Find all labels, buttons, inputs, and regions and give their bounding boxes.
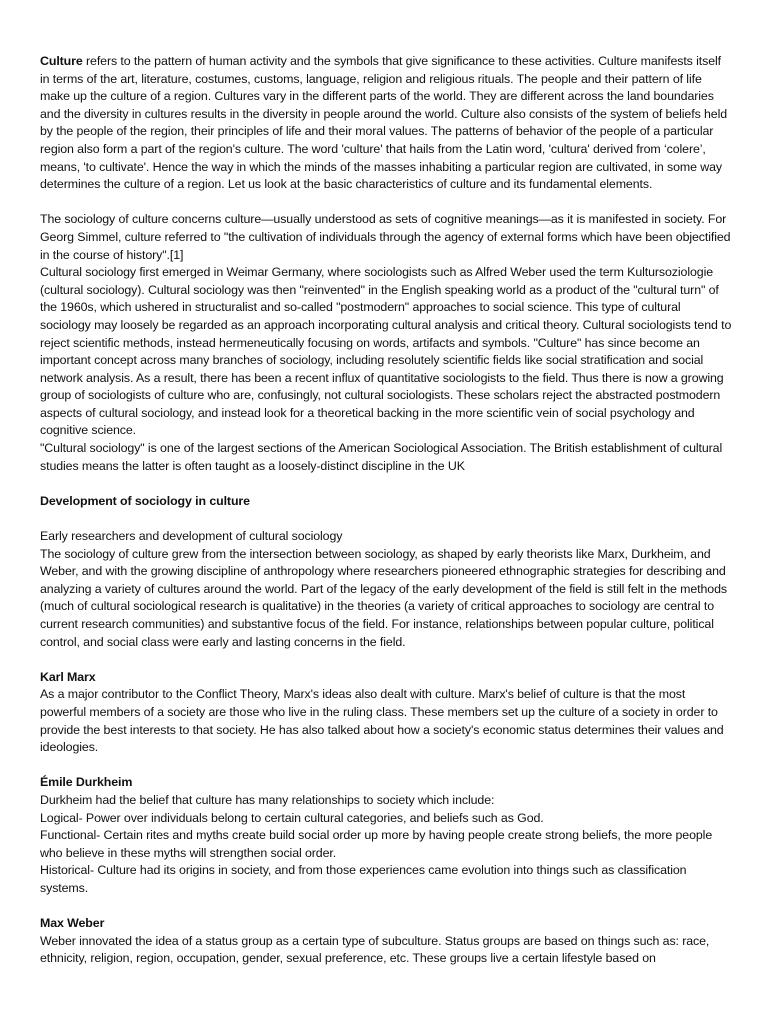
- durkheim-logical: Logical- Power over individuals belong to certain cultural categories, and beliefs such as God.: [40, 810, 544, 825]
- durkheim-functional: Functional- Certain rites and myths create build social order up more by having people create strong beliefs, the more people who believe in these myths will strengthen social order.: [40, 828, 713, 860]
- early-researchers-section: [40, 528, 732, 651]
- weber-heading: Max Weber: [40, 916, 105, 931]
- durkheim-section: [40, 774, 732, 897]
- intro-rest: refers to the pattern of human activity and the symbols that give significance to these activities. Culture manifests itself in terms of the art, literature, costumes, customs, language, religion and religious rituals. The people and their pattern of life make up the culture of a region. Cultures vary in the different parts of the world. They are different across the land boundaries and the diversity in cultures results in the diversity in people around the world. Culture also consists of the system of beliefs held by the people of the region, their principles of life and their moral values. The patterns of behavior of the people of a particular region also form a part of the region's culture. The word 'culture' that hails from the Latin word, 'cultura' derived from ‘colere’, means, 'to cultivate'. Hence the way in which the minds of the masses inhabiting a particular region are cultivated, in some way determines the culture of a region. Let us look at the basic characteristics of culture and its fundamental elements.: [40, 54, 728, 192]
- weber-body: Weber innovated the idea of a status group as a certain type of subculture. Status groups are based on things such as: race, ethnicity, religion, region, occupation, gender, sexual preference, etc. These groups live a certain lifestyle based on: [40, 933, 710, 966]
- marx-heading: Karl Marx: [40, 669, 96, 684]
- document-page: [40, 53, 732, 968]
- durkheim-intro: Durkheim had the belief that culture has many relationships to society which include:: [40, 792, 495, 807]
- durkheim-heading: Émile Durkheim: [40, 775, 133, 790]
- early-researchers-body: The sociology of culture grew from the intersection between sociology, as shaped by early theorists like Marx, Durkheim, and Weber, and with the growing discipline of anthropology where researchers pioneered ethnographic strategies for describing and analyzing a variety of cultures around the world. Part of the legacy of the early development of the field is still felt in the methods (much of cultural sociological research is qualitative) in the theories (a variety of critical approaches to sociology are central to current research communities) and substantive focus of the field. For instance, relationships between popular culture, political control, and social class were early and lasting concerns in the field.: [40, 546, 727, 649]
- sociology-of-culture-section: [40, 211, 732, 475]
- sociology-paragraph-2: Cultural sociology first emerged in Weimar Germany, where sociologists such as Alfred Weber used the term Kultursoziologie (cultural sociology). Cultural sociology was then "reinvented" in the English speaking world as a product of the "cultural turn" of the 1960s, which ushered in structuralist and so-called "postmodern" approaches to social science. This type of cultural sociology may loosely be regarded as an approach incorporating cultural analysis and critical theory. Cultural sociologists tend to reject scientific methods, instead hermeneutically focusing on words, artifacts and symbols. "Culture" has since become an important concept across many branches of sociology, including resolutely scientific fields like social stratification and social network analysis. As a result, there has been a recent influx of quantitative sociologists to the field. Thus there is now a growing group of sociologists of culture who are, confusingly, not cultural sociologists. These scholars reject the abstracted postmodern aspects of cultural sociology, and instead look for a theoretical backing in the more scientific vein of social psychology and cognitive science.: [40, 265, 732, 438]
- sociology-paragraph-1: The sociology of culture concerns culture—usually understood as sets of cognitive meanings—as it is manifested in society. For Georg Simmel, culture referred to "the cultivation of individuals through the agency of external forms which have been objectified in the course of history".[1]: [40, 212, 731, 262]
- intro-text: [40, 53, 732, 194]
- development-section: [40, 493, 732, 511]
- marx-body: As a major contributor to the Conflict Theory, Marx's ideas also dealt with culture. Marx's belief of culture is that the most powerful members of a society are those who live in the ruling class. These members set up the culture of a society in order to provide the best interests to that society. He has also talked about how a society's economic status determines their values and ideologies.: [40, 687, 724, 755]
- weber-section: [40, 915, 732, 968]
- development-heading: Development of sociology in culture: [40, 493, 250, 508]
- marx-section: [40, 669, 732, 757]
- intro-paragraph: [40, 53, 732, 194]
- intro-lead-word: Culture: [40, 54, 83, 68]
- durkheim-historical: Historical- Culture had its origins in society, and from those experiences came evolution into things such as classification systems.: [40, 863, 687, 895]
- early-researchers-heading: Early researchers and development of cultural sociology: [40, 529, 343, 544]
- sociology-paragraph-3: "Cultural sociology" is one of the largest sections of the American Sociological Association. The British establishment of cultural studies means the latter is often taught as a loosely-distinct discipline in the UK: [40, 441, 723, 473]
